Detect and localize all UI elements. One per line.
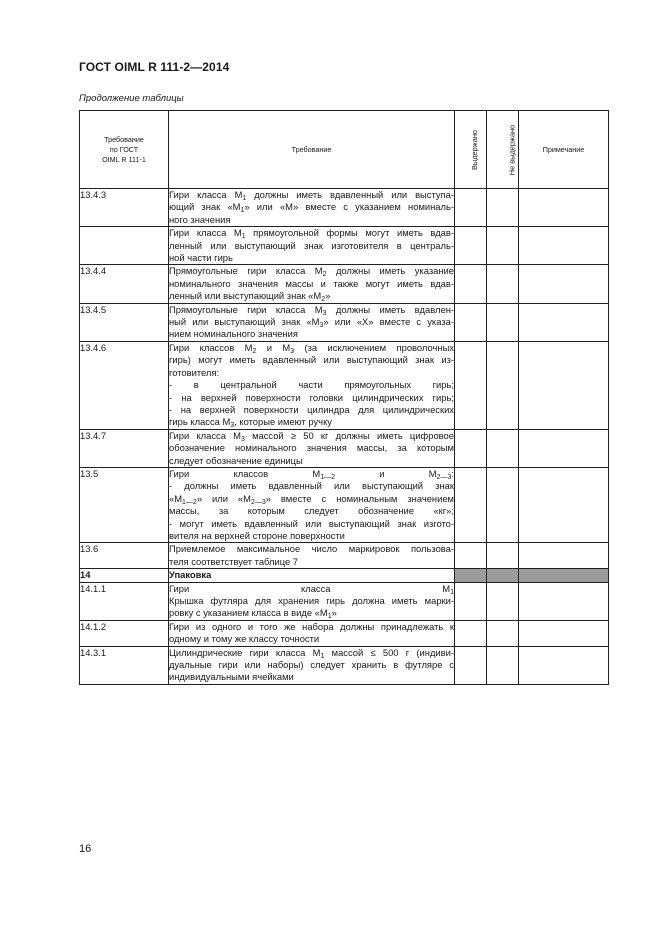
requirements-table [79,110,609,685]
failed-cell [487,341,519,429]
text-run: : [451,467,454,479]
note-cell [519,429,609,467]
requirement-text-line [169,455,454,467]
requirement-text-line [169,659,454,671]
passed-cell [455,265,487,303]
col-header-failed-label: Не выдержано [507,124,517,175]
text-run: одному и тому же классу точности [169,633,320,645]
requirement-text-line [169,569,454,581]
col-header-note: Примечание [519,111,609,189]
requirement-text-line [169,505,454,517]
requirement-reference: 14 [80,569,169,582]
text-run: массой ≤ 500 г (индиви- [324,646,455,658]
text-run: Прямоугольные гири класса М [169,303,323,315]
failed-cell [487,543,519,569]
document-header: ГОСТ OIML R 111-2—2014 [79,60,230,74]
requirement-text-line [169,392,454,404]
requirement-text-line [169,227,454,239]
requirement-text [169,543,455,569]
requirement-text-line [169,543,454,555]
requirement-text-line [169,316,454,328]
requirement-text-line [169,468,454,480]
requirement-reference [80,227,169,265]
requirement-text-line [169,328,454,340]
text-run: Гири классов М [169,467,321,479]
subscript-index: 2 [252,347,257,355]
subscript-index: 1 [320,652,325,660]
note-cell [519,569,609,582]
requirement-reference: 13.4.4 [80,265,169,303]
requirement-text [169,646,455,684]
requirement-text [169,227,455,265]
note-cell [519,265,609,303]
text-run: индивидуальными ячейками [169,671,294,683]
passed-cell [455,569,487,582]
note-cell [519,227,609,265]
text-run: Приемлемое максимальное число маркировок пользова- [169,543,454,555]
requirement-text [169,341,455,429]
failed-cell [487,227,519,265]
requirement-text [169,189,455,227]
table-row [80,646,609,684]
requirement-text [169,569,455,582]
text-run: гирь класса М [169,416,231,428]
table-row [80,467,609,542]
failed-cell [487,303,519,341]
requirement-reference: 13.4.7 [80,429,169,467]
requirement-text-line [169,240,454,252]
requirement-text [169,620,455,646]
requirement-text-line [169,633,454,645]
note-cell [519,341,609,429]
text-run: » или «М [196,492,251,504]
table-row [80,189,609,227]
table-row [80,620,609,646]
text-run: - на верхней поверхности цилиндра для цилиндрических [169,403,454,415]
text-run: » или «Х» вместе с указа- [323,316,454,328]
text-run: и М [256,341,291,353]
page-number: 16 [79,843,92,855]
table-header-row [80,111,609,189]
requirement-text-line [169,518,454,530]
requirement-text-line [169,265,454,277]
section-row [80,569,609,582]
table-row [80,303,609,341]
requirement-reference: 13.4.5 [80,303,169,341]
text-run: должны иметь вдавленный или выступа- [246,189,454,200]
text-run: , которые имеют ручку [234,416,332,428]
requirement-text-line [169,404,454,416]
col-header-passed [455,111,487,189]
note-cell [519,646,609,684]
subscript-index: 3 [290,347,295,355]
note-cell [519,543,609,569]
passed-cell [455,543,487,569]
text-run: дуальные гири или наборы) следует хранить в футляре с [169,659,454,671]
passed-cell [455,467,487,542]
passed-cell [455,303,487,341]
table-body [80,189,609,685]
requirement-text-line [169,278,454,290]
failed-cell [487,429,519,467]
col-header-reference-line3: OIML R 111-1 [102,154,146,164]
subscript-index: 1 [327,613,332,621]
text-run: - в центральной части прямоугольных гирь; [169,379,454,391]
text-run: Гири класса М [169,189,243,200]
text-run: - на верхней поверхности головки цилиндрических гирь; [169,391,454,403]
col-header-passed-label: Выдержано [470,129,480,170]
requirement-text [169,582,455,620]
text-run: обозначение номинального значения массы, за которым [169,442,454,454]
text-run: » [325,290,331,302]
text-run: Гири класса М [169,582,451,594]
table-row [80,429,609,467]
text-run: Гири класса М [169,429,241,441]
text-run: » [331,607,337,619]
text-run: Гири из одного и того же набора должны принадлежать к [169,620,454,632]
text-run: должны иметь вдавлен- [326,303,454,315]
failed-cell [487,265,519,303]
note-cell [519,303,609,341]
col-header-failed [487,111,519,189]
requirement-text-line [169,556,454,568]
failed-cell [487,582,519,620]
table-row [80,543,609,569]
table-row [80,582,609,620]
requirement-reference: 13.4.3 [80,189,169,227]
passed-cell [455,646,487,684]
text-run: Крышка футляра для хранения гирь должна иметь марки- [169,595,454,606]
requirement-text-line [169,442,454,454]
requirement-text-line [169,621,454,633]
subscript-index: 1 [240,207,245,215]
passed-cell [455,620,487,646]
requirement-reference: 14.1.2 [80,620,169,646]
text-run: Гири классов М [169,341,253,353]
text-run: номинального значения массы и также могут иметь вдав- [169,277,454,289]
subscript-index: 3 [319,322,324,330]
col-header-requirement: Требование [169,111,455,189]
passed-cell [455,582,487,620]
table-row [80,227,609,265]
subscript-index: 2—3 [436,473,452,481]
requirement-text-line [169,354,454,366]
text-run: должны иметь указание [326,265,454,277]
requirement-text [169,429,455,467]
text-run: массой ≥ 50 кг должны иметь цифровое [244,429,454,441]
col-header-reference-line1: Требование [104,134,144,144]
text-run: » или «М» вместе с указанием номиналь- [244,201,454,213]
text-run: ного значения [169,213,231,225]
failed-cell [487,189,519,227]
requirement-text-line [169,480,454,492]
text-run: прямоугольной формы могут иметь вдав- [245,227,454,239]
failed-cell [487,620,519,646]
subscript-index: 2 [321,296,326,304]
subscript-index: 1 [241,233,246,241]
requirement-text-line [169,367,454,379]
table-continuation-caption: Продолжение таблицы [79,93,184,104]
requirement-text-line [169,607,454,619]
text-run: Упаковка [169,569,212,581]
requirement-reference: 13.4.6 [80,341,169,429]
subscript-index: 1—2 [320,473,335,481]
passed-cell [455,341,487,429]
requirement-text-line [169,647,454,659]
text-run: - должны иметь вдавленный или выступающий знак [169,480,454,492]
subscript-index: 1 [450,588,454,596]
text-run: гирь) могут иметь вдавленный или выступающий знак из- [169,354,454,366]
requirement-text-line [169,304,454,316]
subscript-index: 2—3 [250,498,266,506]
requirement-text-line [169,671,454,683]
subscript-index: 1 [242,195,247,202]
subscript-index: 3 [240,435,245,443]
passed-cell [455,189,487,227]
text-run: Цилиндрические гири класса М [169,646,321,658]
requirement-reference: 14.1.1 [80,582,169,620]
requirement-text-line [169,201,454,213]
failed-cell [487,467,519,542]
requirement-reference: 13.6 [80,543,169,569]
requirement-text-line [169,214,454,226]
requirement-text [169,303,455,341]
requirement-text [169,467,455,542]
requirement-text-line [169,252,454,264]
text-run: теля соответствует таблице 7 [169,555,299,567]
text-run: и М [334,467,437,479]
col-header-reference [80,111,169,189]
subscript-index: 3 [230,422,235,430]
requirement-text-line [169,493,454,505]
table-row [80,265,609,303]
requirement-text-line [169,290,454,302]
requirement-text-line [169,416,454,428]
requirement-text-line [169,379,454,391]
text-run: ленный или выступающий знак изготовителя в централь- [169,239,454,251]
text-run: вителя на верхней стороне поверхности [169,529,345,541]
requirement-reference: 14.3.1 [80,646,169,684]
text-run: ленный или выступающий знак «М [169,290,322,302]
text-run: «М [169,492,183,504]
text-run: ющий знак «М [169,201,241,213]
text-run: » вместе с номинальным значением [265,492,454,504]
text-run: следует обозначение единицы [169,454,303,466]
text-run: ной части гирь [169,252,233,264]
subscript-index: 1—2 [182,498,197,506]
text-run: нием номинального значения [169,328,298,340]
text-run: (за исключением проволочных [294,341,454,353]
subscript-index: 2 [322,271,327,279]
passed-cell [455,429,487,467]
text-run: Прямоугольные гири класса М [169,265,323,277]
failed-cell [487,569,519,582]
text-run: массы, за которым следует обозначение «кг»; [169,505,454,517]
subscript-index: 3 [322,309,327,317]
text-run: - могут иметь вдавленный или выступающий знак изгото- [169,517,454,529]
requirement-text-line [169,583,454,595]
passed-cell [455,227,487,265]
text-run: готовителя: [169,366,220,378]
requirement-reference: 13.5 [80,467,169,542]
note-cell [519,582,609,620]
text-run: ный или выступающий знак «М [169,316,320,328]
requirement-text-line [169,189,454,201]
requirement-text-line [169,342,454,354]
text-run: ровку с указанием класса в виде «М [169,607,328,619]
table-row [80,341,609,429]
col-header-reference-line2: по ГОСТ [109,144,139,154]
text-run: Гири класса М [169,227,242,239]
requirement-text [169,265,455,303]
requirement-text-line [169,595,454,607]
note-cell [519,189,609,227]
note-cell [519,620,609,646]
requirement-text-line [169,430,454,442]
requirement-text-line [169,530,454,542]
failed-cell [487,646,519,684]
note-cell [519,467,609,542]
